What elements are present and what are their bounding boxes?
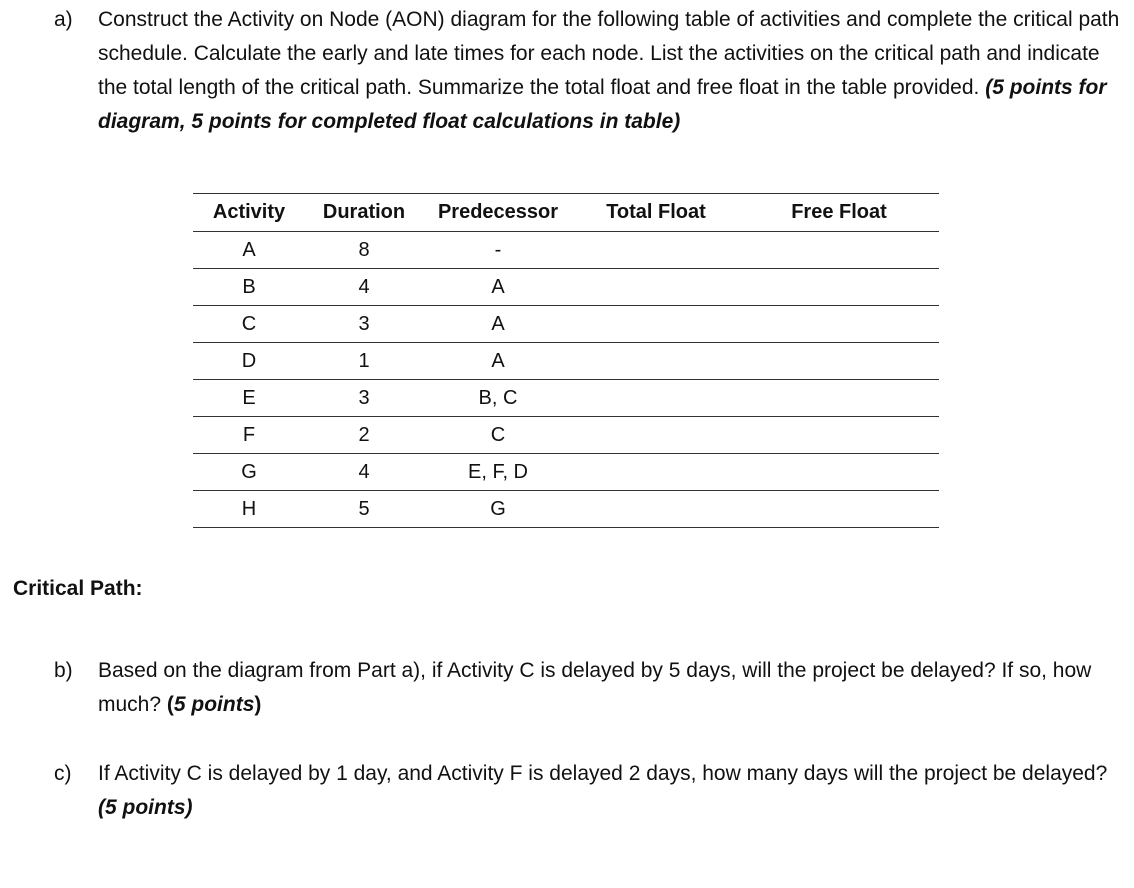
question-c-marker: c) [54, 762, 72, 785]
cell-free-float [739, 417, 939, 454]
header-total-float: Total Float [573, 194, 739, 232]
cell-duration: 5 [305, 491, 423, 528]
question-b-points-close: ) [254, 693, 262, 716]
activity-table [193, 193, 939, 528]
cell-predecessor: A [423, 269, 573, 306]
table-row [193, 380, 939, 417]
cell-duration: 3 [305, 380, 423, 417]
cell-activity: E [193, 380, 305, 417]
cell-predecessor: C [423, 417, 573, 454]
cell-predecessor: B, C [423, 380, 573, 417]
cell-duration: 2 [305, 417, 423, 454]
question-a-points: (5 points for diagram, 5 points for completed float calculations in table) [98, 76, 1107, 133]
question-b-points-open: ( [166, 693, 174, 716]
cell-predecessor: A [423, 343, 573, 380]
cell-free-float [739, 491, 939, 528]
cell-activity: B [193, 269, 305, 306]
cell-total-float [573, 491, 739, 528]
header-predecessor: Predecessor [423, 194, 573, 232]
cell-duration: 8 [305, 232, 423, 269]
table-row [193, 454, 939, 491]
cell-free-float [739, 232, 939, 269]
cell-activity: D [193, 343, 305, 380]
cell-activity: F [193, 417, 305, 454]
question-a-text: Construct the Activity on Node (AON) diagram for the following table of activities and complete the critical path schedule. Calculate the early and late times for each node. List the activities on the critical path and indicate the total length of the critical path. Summarize the total float and free float in the table provided. [98, 8, 1120, 99]
question-c-text: If Activity C is delayed by 1 day, and Activity F is delayed 2 days, how many days will the project be delayed? [98, 762, 1108, 785]
cell-duration: 4 [305, 454, 423, 491]
cell-total-float [573, 380, 739, 417]
cell-total-float [573, 454, 739, 491]
cell-total-float [573, 417, 739, 454]
cell-activity: C [193, 306, 305, 343]
cell-predecessor: A [423, 306, 573, 343]
header-duration: Duration [305, 194, 423, 232]
cell-total-float [573, 269, 739, 306]
cell-predecessor: G [423, 491, 573, 528]
critical-path-label: Critical Path: [13, 577, 143, 600]
question-b-body [98, 654, 1128, 722]
cell-activity: A [193, 232, 305, 269]
header-activity: Activity [193, 194, 305, 232]
question-b-text: Based on the diagram from Part a), if Activity C is delayed by 5 days, will the project be delayed? If so, how much? [98, 659, 1092, 716]
table-header-row [193, 194, 939, 232]
question-c-body [98, 757, 1128, 825]
table-row [193, 269, 939, 306]
cell-duration: 1 [305, 343, 423, 380]
table-row [193, 491, 939, 528]
cell-free-float [739, 380, 939, 417]
cell-duration: 4 [305, 269, 423, 306]
cell-free-float [739, 306, 939, 343]
cell-total-float [573, 343, 739, 380]
cell-duration: 3 [305, 306, 423, 343]
question-b-points-value: 5 points [173, 693, 255, 716]
cell-total-float [573, 306, 739, 343]
question-b-marker: b) [54, 659, 73, 682]
cell-activity: H [193, 491, 305, 528]
table-row [193, 343, 939, 380]
question-c-points: (5 points) [98, 796, 193, 819]
table-row [193, 417, 939, 454]
table-row [193, 232, 939, 269]
question-a-body [98, 3, 1128, 139]
cell-predecessor: - [423, 232, 573, 269]
cell-free-float [739, 343, 939, 380]
activity-table-body [193, 232, 939, 528]
activity-table-container [193, 193, 939, 528]
question-a-marker: a) [54, 8, 73, 31]
table-row [193, 306, 939, 343]
cell-free-float [739, 454, 939, 491]
cell-free-float [739, 269, 939, 306]
cell-predecessor: E, F, D [423, 454, 573, 491]
cell-activity: G [193, 454, 305, 491]
cell-total-float [573, 232, 739, 269]
header-free-float: Free Float [739, 194, 939, 232]
